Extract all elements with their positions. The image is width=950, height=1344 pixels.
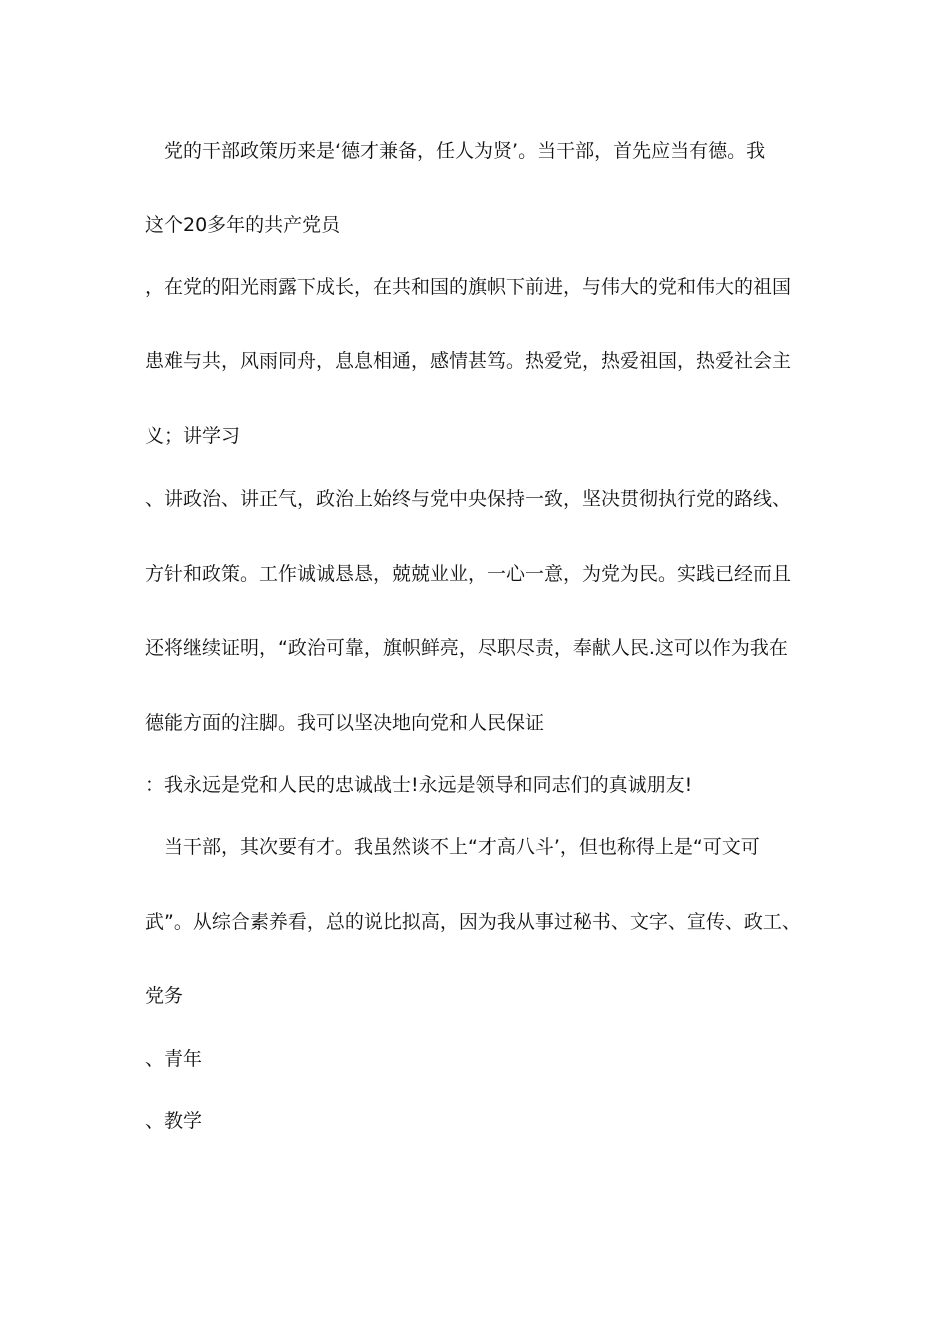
text-line: ：我永远是党和人民的忠诚战士!永远是领导和同志们的真诚朋友! bbox=[145, 774, 693, 796]
text-line: 、教学 bbox=[145, 1110, 203, 1132]
text-line: 还将继续证明，“政治可靠，旗帜鲜亮，尽职尽责，奉献人民.这可以作为我在 bbox=[145, 637, 788, 659]
text-line: 、青年 bbox=[145, 1048, 203, 1070]
text-line: ，在党的阳光雨露下成长，在共和国的旗帜下前进，与伟大的党和伟大的祖国 bbox=[145, 276, 792, 298]
text-line: 党的干部政策历来是‘德才兼备，任人为贤’。当干部，首先应当有德。我 bbox=[145, 140, 766, 162]
text-line: 方针和政策。工作诚诚恳恳，兢兢业业，一心一意，为党为民。实践已经而且 bbox=[145, 563, 792, 585]
text-line: 义；讲学习 bbox=[145, 425, 241, 447]
text-line: 德能方面的注脚。我可以坚决地向党和人民保证 bbox=[145, 712, 545, 734]
text-line: 党务 bbox=[145, 985, 184, 1007]
text-line: 、讲政治、讲正气，政治上始终与党中央保持一致，坚决贯彻执行党的路线、 bbox=[145, 488, 792, 510]
text-line: 当干部，其次要有才。我虽然谈不上“才高八斗’，但也称得上是“可文可 bbox=[145, 836, 760, 858]
text-line: 患难与共，风雨同舟，息息相通，感情甚笃。热爱党，热爱祖国，热爱社会主 bbox=[145, 350, 792, 372]
text-line: 这个20多年的共产党员 bbox=[145, 214, 341, 236]
text-line: 武”。从综合素养看，总的说比拟高，因为我从事过秘书、文字、宣传、政工、 bbox=[145, 911, 801, 933]
